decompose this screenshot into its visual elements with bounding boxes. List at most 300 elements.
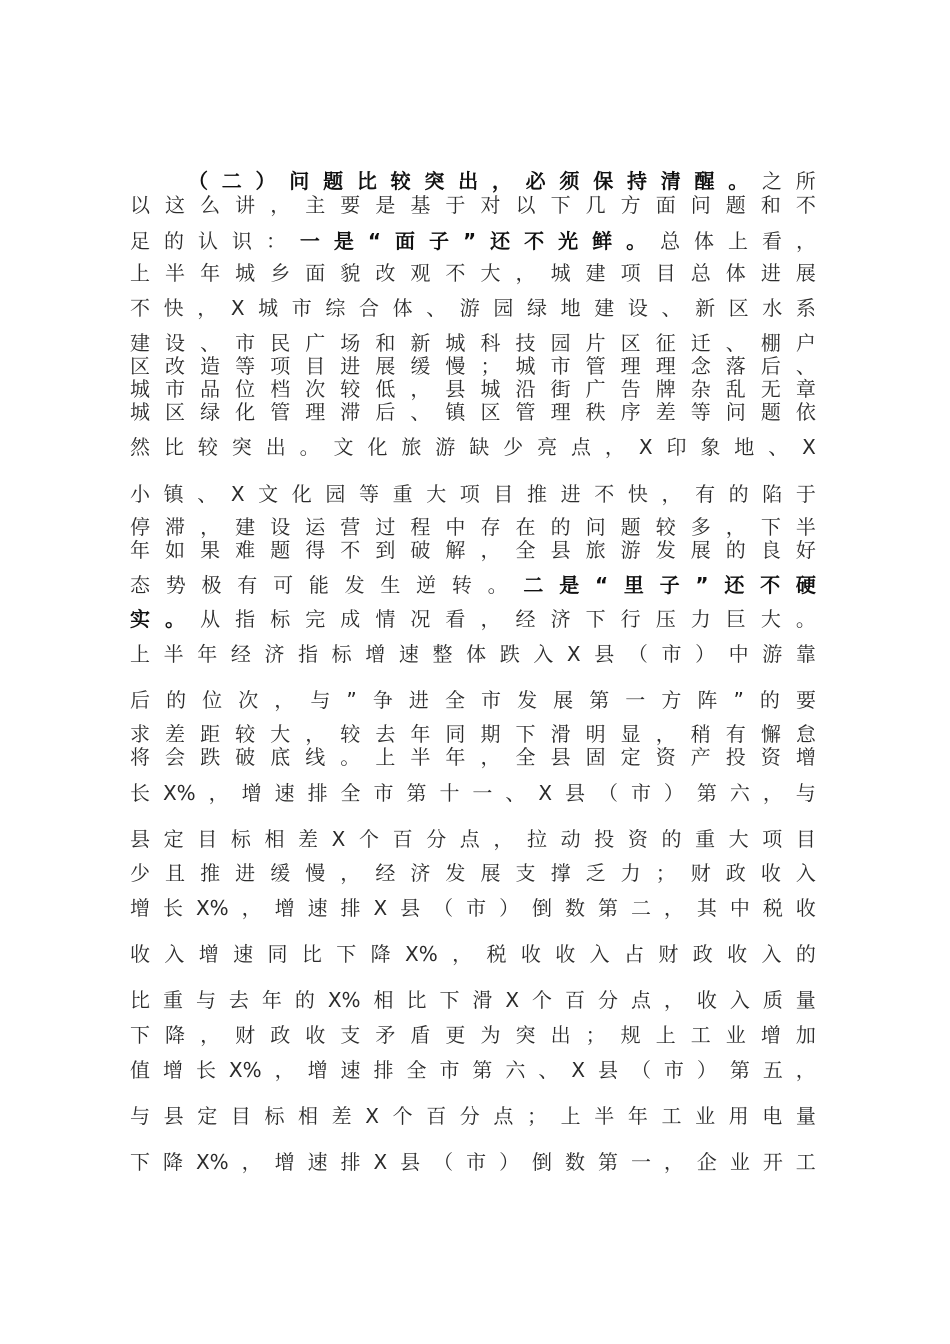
text-glyph: 有 — [237, 573, 258, 597]
document-line — [130, 537, 816, 563]
text-glyph: 政 — [725, 861, 746, 885]
text-glyph: ” — [695, 573, 709, 597]
text-glyph: “ — [367, 229, 382, 253]
text-glyph: 大 — [480, 261, 501, 285]
text-glyph: 工 — [661, 1104, 682, 1128]
text-glyph: X — [373, 1150, 388, 1174]
document-line — [130, 434, 816, 460]
text-glyph: 绿 — [200, 400, 221, 424]
text-glyph: ” — [733, 688, 744, 712]
text-glyph: 观 — [410, 261, 431, 285]
text-glyph: 以 — [130, 193, 150, 217]
text-glyph: ， — [270, 193, 291, 217]
text-glyph: 体 — [694, 229, 715, 253]
text-glyph: 将 — [130, 745, 150, 769]
text-glyph: （ — [188, 169, 208, 193]
text-glyph: 慢 — [445, 354, 466, 378]
text-glyph: 基 — [410, 193, 431, 217]
text-glyph: 突 — [515, 1023, 536, 1047]
text-glyph: 游 — [620, 538, 641, 562]
text-glyph: 看 — [762, 229, 783, 253]
text-glyph: 六 — [505, 1058, 526, 1082]
document-line — [130, 481, 816, 507]
text-glyph: 停 — [130, 515, 150, 539]
text-glyph: 设 — [627, 296, 648, 320]
text-glyph: 于 — [795, 482, 816, 506]
text-glyph: 明 — [585, 722, 606, 746]
text-glyph: 、 — [426, 296, 447, 320]
text-glyph: 到 — [375, 538, 396, 562]
text-glyph: 税 — [486, 942, 507, 966]
text-glyph: 破 — [410, 538, 431, 562]
text-glyph: 讲 — [235, 193, 256, 217]
text-glyph: 标 — [331, 642, 352, 666]
text-glyph: X — [638, 435, 653, 459]
text-glyph: 全 — [340, 781, 361, 805]
text-glyph: 。 — [299, 435, 320, 459]
text-glyph: 差 — [165, 722, 186, 746]
text-glyph: 。 — [728, 169, 749, 193]
text-glyph: 市 — [550, 354, 571, 378]
text-glyph: 过 — [375, 515, 396, 539]
text-glyph: 沿 — [515, 377, 536, 401]
text-glyph: ， — [208, 781, 229, 805]
text-glyph: 后 — [375, 400, 396, 424]
text-glyph: 念 — [690, 354, 711, 378]
text-glyph: 点 — [459, 827, 480, 851]
text-glyph: 增 — [241, 781, 262, 805]
text-glyph: 城 — [258, 296, 279, 320]
text-glyph: 收 — [727, 942, 748, 966]
text-glyph: 绿 — [527, 296, 548, 320]
text-glyph: 目 — [305, 354, 326, 378]
text-glyph: 。 — [487, 573, 508, 597]
text-glyph: 镇 — [163, 482, 184, 506]
text-glyph: 行 — [620, 607, 641, 631]
text-glyph: 速 — [233, 942, 254, 966]
text-glyph: 市 — [466, 1150, 487, 1174]
text-glyph: 乱 — [725, 377, 746, 401]
text-glyph: 户 — [795, 331, 816, 355]
text-glyph: ） — [499, 896, 520, 920]
text-glyph: 区 — [165, 400, 186, 424]
text-glyph: 次 — [305, 377, 326, 401]
text-glyph: （ — [597, 781, 618, 805]
text-glyph: 点 — [570, 435, 591, 459]
text-glyph: 游 — [459, 296, 480, 320]
text-glyph: 存 — [480, 515, 501, 539]
text-glyph: 县 — [565, 781, 586, 805]
text-glyph: 一 — [472, 781, 493, 805]
text-glyph: 增 — [274, 896, 295, 920]
text-glyph: 期 — [480, 722, 501, 746]
text-glyph: 底 — [270, 745, 291, 769]
text-glyph: 缓 — [410, 354, 431, 378]
text-glyph: 年 — [627, 1104, 648, 1128]
text-glyph: 市 — [481, 688, 501, 712]
text-glyph: 总 — [690, 261, 711, 285]
text-glyph: ， — [663, 988, 684, 1012]
text-glyph: 地 — [734, 435, 755, 459]
text-glyph: 果 — [200, 538, 221, 562]
text-glyph: 全 — [515, 745, 536, 769]
text-glyph: 较 — [340, 722, 361, 746]
text-glyph: 县 — [550, 745, 571, 769]
text-glyph: 区 — [480, 400, 501, 424]
text-glyph: 要 — [340, 193, 361, 217]
text-glyph: 档 — [270, 377, 291, 401]
text-glyph: 中 — [728, 642, 749, 666]
text-glyph: ， — [655, 722, 676, 746]
text-glyph: ； — [585, 1023, 606, 1047]
text-glyph: 市 — [466, 896, 487, 920]
text-glyph: 项 — [459, 482, 480, 506]
text-glyph: 鲜 — [592, 229, 613, 253]
text-glyph: 看 — [445, 607, 466, 631]
text-glyph: 业 — [725, 1023, 746, 1047]
text-glyph: 指 — [235, 607, 256, 631]
text-glyph: 标 — [270, 607, 291, 631]
text-glyph: 全 — [406, 1058, 427, 1082]
text-glyph: 的 — [163, 229, 184, 253]
text-glyph: 落 — [725, 354, 746, 378]
text-glyph: X% — [327, 988, 361, 1012]
text-glyph: 滑 — [550, 722, 571, 746]
text-glyph: 这 — [165, 193, 186, 217]
document-line — [130, 1022, 816, 1048]
text-glyph: 相 — [298, 1104, 319, 1128]
text-glyph: 态 — [130, 573, 150, 597]
text-glyph: X — [505, 988, 520, 1012]
text-glyph: 撑 — [550, 861, 571, 885]
text-glyph: 建 — [585, 261, 606, 285]
text-glyph: 上 — [655, 1023, 676, 1047]
text-glyph: X — [230, 296, 245, 320]
text-glyph: 的 — [550, 515, 571, 539]
text-glyph: X% — [228, 1058, 262, 1082]
text-glyph: 、 — [197, 482, 218, 506]
text-glyph: 场 — [340, 331, 361, 355]
text-glyph: 压 — [655, 607, 676, 631]
text-glyph: 多 — [690, 515, 711, 539]
text-glyph: 量 — [795, 1104, 816, 1128]
text-glyph: 求 — [130, 722, 150, 746]
text-glyph: 且 — [165, 861, 186, 885]
text-glyph: 靠 — [795, 642, 816, 666]
text-glyph: 上 — [130, 642, 150, 666]
text-glyph: 县 — [594, 642, 615, 666]
document-line — [130, 860, 816, 886]
text-glyph: 慢 — [305, 861, 326, 885]
text-glyph: ， — [241, 896, 262, 920]
text-glyph: 点 — [493, 1104, 514, 1128]
text-glyph: ， — [480, 745, 501, 769]
text-glyph: 年 — [197, 642, 218, 666]
text-glyph: 增 — [162, 1058, 183, 1082]
text-glyph: 全 — [515, 538, 536, 562]
text-glyph: 收 — [795, 896, 816, 920]
text-glyph: ） — [695, 642, 716, 666]
text-glyph: 下 — [760, 515, 781, 539]
text-glyph: 体 — [725, 261, 746, 285]
text-glyph: 资 — [760, 745, 781, 769]
text-glyph: 个 — [532, 988, 553, 1012]
text-glyph: 定 — [163, 827, 184, 851]
text-glyph: 镇 — [445, 400, 466, 424]
text-glyph: 速 — [274, 781, 295, 805]
text-glyph: 秩 — [585, 400, 606, 424]
text-glyph: 少 — [503, 435, 524, 459]
text-glyph: 市 — [439, 1058, 460, 1082]
text-glyph: （ — [630, 1058, 651, 1082]
text-glyph: 还 — [490, 229, 511, 253]
text-glyph: 足 — [130, 229, 150, 253]
text-glyph: 政 — [692, 942, 713, 966]
text-glyph: 收 — [760, 861, 781, 885]
text-glyph: ， — [493, 827, 514, 851]
text-glyph: 依 — [795, 400, 816, 424]
text-glyph: 杂 — [690, 377, 711, 401]
text-glyph: 么 — [200, 193, 221, 217]
text-glyph: 展 — [553, 688, 574, 712]
text-glyph: 速 — [340, 1058, 361, 1082]
text-glyph: 增 — [307, 1058, 328, 1082]
text-glyph: 半 — [410, 745, 431, 769]
text-glyph: 位 — [235, 377, 256, 401]
text-glyph: 展 — [375, 354, 396, 378]
text-glyph: 城 — [235, 261, 256, 285]
text-glyph: 二 — [630, 896, 651, 920]
text-glyph: 良 — [760, 538, 781, 562]
text-glyph: 量 — [795, 988, 816, 1012]
text-glyph: 序 — [620, 400, 641, 424]
text-glyph: 分 — [597, 988, 618, 1012]
text-glyph: 财 — [690, 861, 711, 885]
text-glyph: 经 — [515, 607, 536, 631]
text-glyph: 财 — [235, 1023, 256, 1047]
text-glyph: 长 — [130, 781, 150, 805]
text-glyph: 财 — [658, 942, 679, 966]
text-glyph: 业 — [695, 1104, 716, 1128]
text-glyph: 值 — [130, 1058, 150, 1082]
text-glyph: 速 — [307, 896, 328, 920]
text-glyph: 经 — [230, 642, 251, 666]
text-glyph: 逆 — [416, 573, 437, 597]
text-glyph: 跌 — [499, 642, 520, 666]
text-glyph: 水 — [762, 296, 783, 320]
text-glyph: 程 — [410, 515, 431, 539]
text-glyph: 解 — [445, 538, 466, 562]
text-glyph: 推 — [200, 861, 221, 885]
text-glyph: 理 — [305, 400, 326, 424]
text-glyph: 入 — [729, 988, 750, 1012]
text-glyph: 投 — [594, 827, 615, 851]
text-glyph: 的 — [759, 688, 780, 712]
text-glyph: 面 — [395, 229, 416, 253]
text-glyph: ， — [241, 1150, 262, 1174]
text-glyph: 章 — [795, 377, 816, 401]
text-glyph: 目 — [795, 827, 816, 851]
text-glyph: 发 — [517, 688, 538, 712]
text-glyph: 整 — [432, 642, 453, 666]
text-glyph: 资 — [627, 827, 648, 851]
text-glyph: 排 — [307, 781, 328, 805]
text-glyph: 以 — [515, 193, 536, 217]
text-glyph: 游 — [435, 435, 456, 459]
text-glyph: 改 — [375, 261, 396, 285]
text-glyph: ” — [463, 229, 477, 253]
text-glyph: 综 — [325, 296, 346, 320]
text-glyph: 突 — [231, 435, 252, 459]
text-glyph: 稍 — [690, 722, 711, 746]
document-line — [130, 1103, 816, 1129]
text-glyph: 全 — [444, 688, 465, 712]
text-glyph: X — [373, 896, 388, 920]
text-glyph: 极 — [201, 573, 222, 597]
text-glyph: X% — [405, 942, 438, 966]
text-glyph: 较 — [390, 169, 411, 193]
text-glyph: 更 — [445, 1023, 466, 1047]
text-glyph: 方 — [661, 688, 682, 712]
text-glyph: 较 — [655, 515, 676, 539]
text-glyph: 阵 — [697, 688, 718, 712]
text-glyph: ， — [410, 377, 431, 401]
text-glyph: 县 — [163, 1104, 184, 1128]
text-glyph: 貌 — [340, 261, 361, 285]
text-glyph: 城 — [130, 400, 150, 424]
text-glyph: X% — [195, 1150, 229, 1174]
text-glyph: 济 — [550, 607, 571, 631]
text-glyph: 园 — [550, 331, 571, 355]
text-glyph: ， — [515, 261, 536, 285]
text-glyph: 个 — [392, 1104, 413, 1128]
text-glyph: 第 — [597, 1150, 618, 1174]
text-glyph: 于 — [445, 193, 466, 217]
text-glyph: 光 — [558, 229, 579, 253]
text-glyph: 从 — [200, 607, 221, 631]
text-glyph: 比 — [356, 169, 377, 193]
text-glyph: 市 — [165, 377, 186, 401]
text-glyph: 收 — [305, 1023, 326, 1047]
text-glyph: 去 — [375, 722, 396, 746]
text-glyph: 设 — [270, 515, 291, 539]
text-glyph: 持 — [626, 169, 647, 193]
text-glyph: 城 — [130, 377, 150, 401]
text-glyph: 广 — [305, 331, 326, 355]
document-line — [130, 1057, 816, 1083]
text-glyph: 旅 — [401, 435, 422, 459]
text-glyph: 电 — [762, 1104, 783, 1128]
text-glyph: 用 — [728, 1104, 749, 1128]
text-glyph: 象 — [700, 435, 721, 459]
text-glyph: 缓 — [270, 861, 291, 885]
text-glyph: 进 — [560, 482, 581, 506]
text-glyph: 滞 — [340, 400, 361, 424]
text-glyph: 数 — [565, 896, 586, 920]
text-glyph: 比 — [130, 988, 150, 1012]
text-glyph: 等 — [690, 400, 711, 424]
text-glyph: 工 — [690, 1023, 711, 1047]
text-glyph: （ — [627, 642, 648, 666]
text-glyph: 后 — [130, 688, 150, 712]
text-glyph: 目 — [493, 482, 514, 506]
text-glyph: 比 — [301, 942, 322, 966]
text-glyph: 改 — [165, 354, 186, 378]
text-glyph: 进 — [340, 354, 361, 378]
text-glyph: 营 — [340, 515, 361, 539]
text-glyph: 题 — [760, 400, 781, 424]
document-line — [130, 780, 816, 806]
text-glyph: 不 — [524, 229, 545, 253]
text-glyph: ， — [480, 538, 501, 562]
text-glyph: 懈 — [760, 722, 781, 746]
text-glyph: 会 — [165, 745, 186, 769]
text-glyph: 排 — [373, 1058, 394, 1082]
text-glyph: 巨 — [725, 607, 746, 631]
text-glyph: 管 — [270, 400, 291, 424]
text-glyph: X — [365, 1104, 379, 1128]
text-glyph: 六 — [729, 781, 750, 805]
text-glyph: 为 — [480, 1023, 501, 1047]
text-glyph: 下 — [130, 1150, 150, 1174]
text-glyph: 与 — [795, 781, 816, 805]
text-glyph: 一 — [630, 1150, 651, 1174]
text-glyph: ” — [346, 688, 357, 712]
text-glyph: 系 — [795, 296, 816, 320]
text-glyph: ， — [491, 169, 512, 193]
text-glyph: 位 — [202, 688, 223, 712]
document-line — [130, 744, 816, 770]
text-glyph: 重 — [392, 482, 413, 506]
text-glyph: 快 — [627, 482, 648, 506]
text-glyph: 大 — [728, 827, 749, 851]
text-glyph: 化 — [367, 435, 388, 459]
text-glyph: 项 — [270, 354, 291, 378]
text-glyph: 上 — [560, 1104, 581, 1128]
text-glyph: 政 — [270, 1023, 291, 1047]
text-glyph: 动 — [560, 827, 581, 851]
text-glyph: 题 — [725, 193, 746, 217]
text-glyph: 少 — [130, 861, 150, 885]
document-line — [130, 687, 816, 713]
text-glyph: 总 — [660, 229, 681, 253]
text-glyph: 与 — [195, 988, 216, 1012]
text-glyph: 大 — [270, 722, 291, 746]
text-glyph: 不 — [130, 296, 150, 320]
text-glyph: 同 — [445, 722, 466, 746]
text-glyph: 收 — [520, 942, 541, 966]
text-glyph: 有 — [695, 482, 716, 506]
document-line — [130, 895, 816, 921]
text-glyph: 。 — [626, 229, 647, 253]
text-glyph: 降 — [162, 1150, 183, 1174]
text-glyph: 方 — [620, 193, 641, 217]
text-glyph: 出 — [265, 435, 286, 459]
text-glyph: 园 — [493, 296, 514, 320]
text-glyph: 入 — [533, 642, 554, 666]
text-glyph: 第 — [472, 1058, 493, 1082]
text-glyph: 工 — [795, 1150, 816, 1174]
text-glyph: X — [566, 642, 581, 666]
text-glyph: 发 — [344, 573, 365, 597]
text-glyph: 清 — [660, 169, 681, 193]
text-glyph: 跌 — [200, 745, 221, 769]
text-glyph: 破 — [235, 745, 256, 769]
text-glyph: 其 — [696, 896, 717, 920]
text-glyph: 理 — [620, 354, 641, 378]
text-glyph: 街 — [550, 377, 571, 401]
text-glyph: ） — [499, 1150, 520, 1174]
